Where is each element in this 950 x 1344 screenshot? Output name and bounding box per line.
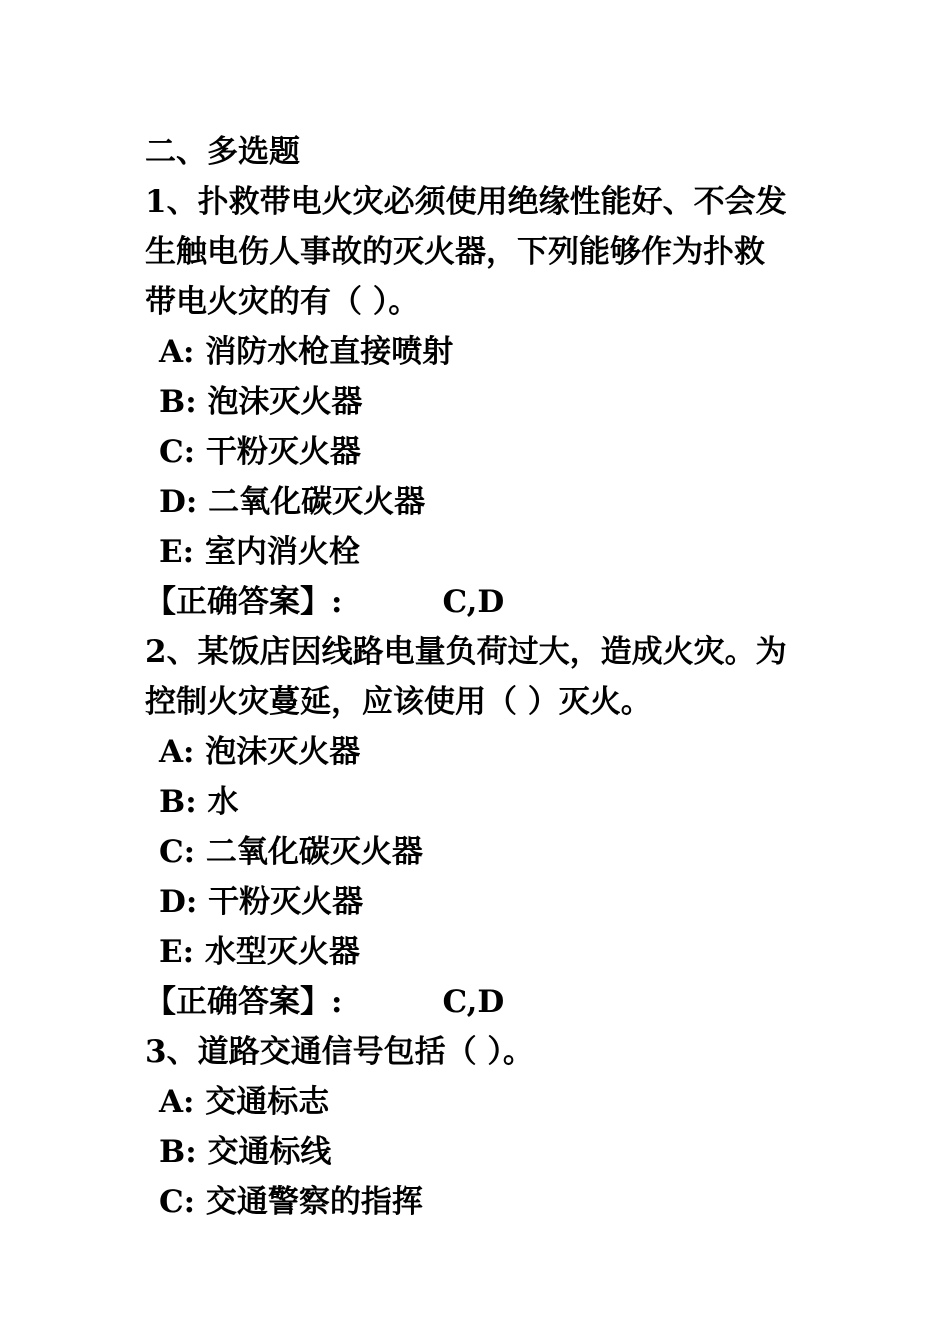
question-text-line: 1、扑救带电火灾必须使用绝缘性能好、不会发 bbox=[145, 184, 787, 220]
option-e: E: 室内消火栓 bbox=[159, 534, 360, 570]
document-content bbox=[145, 127, 815, 1227]
option-c: C: 交通警察的指挥 bbox=[159, 1184, 423, 1220]
question-2 bbox=[145, 627, 815, 1027]
option-b: B: 泡沫灭火器 bbox=[159, 384, 363, 420]
answer-label: 【正确答案】: bbox=[145, 984, 343, 1020]
section-title: 二、多选题 bbox=[145, 134, 300, 170]
question-text-line: 生触电伤人事故的灭火器，下列能够作为扑救 bbox=[145, 234, 765, 270]
answer-row bbox=[145, 577, 815, 627]
option-c: C: 干粉灭火器 bbox=[159, 434, 361, 470]
option-d: D: 二氧化碳灭火器 bbox=[159, 484, 426, 520]
answer-row bbox=[145, 977, 815, 1027]
option-a: A: 交通标志 bbox=[159, 1084, 330, 1120]
answer-value: C,D bbox=[442, 984, 505, 1020]
option-d: D: 干粉灭火器 bbox=[159, 884, 364, 920]
question-text-line: 2、某饭店因线路电量负荷过大，造成火灾。为 bbox=[145, 634, 787, 670]
answer-label: 【正确答案】: bbox=[145, 584, 343, 620]
option-e: E: 水型灭火器 bbox=[159, 934, 360, 970]
question-1 bbox=[145, 177, 815, 627]
option-a: A: 泡沫灭火器 bbox=[159, 734, 361, 770]
question-text-line: 带电火灾的有（ ）。 bbox=[145, 284, 420, 320]
option-b: B: 交通标线 bbox=[159, 1134, 332, 1170]
option-c: C: 二氧化碳灭火器 bbox=[159, 834, 423, 870]
option-b: B: 水 bbox=[159, 784, 239, 820]
question-3 bbox=[145, 1027, 815, 1227]
question-text-line: 3、道路交通信号包括（ ）。 bbox=[145, 1034, 534, 1070]
option-a: A: 消防水枪直接喷射 bbox=[159, 334, 454, 370]
answer-value: C,D bbox=[442, 584, 505, 620]
question-text-line: 控制火灾蔓延，应该使用（ ）灭火。 bbox=[145, 684, 652, 720]
